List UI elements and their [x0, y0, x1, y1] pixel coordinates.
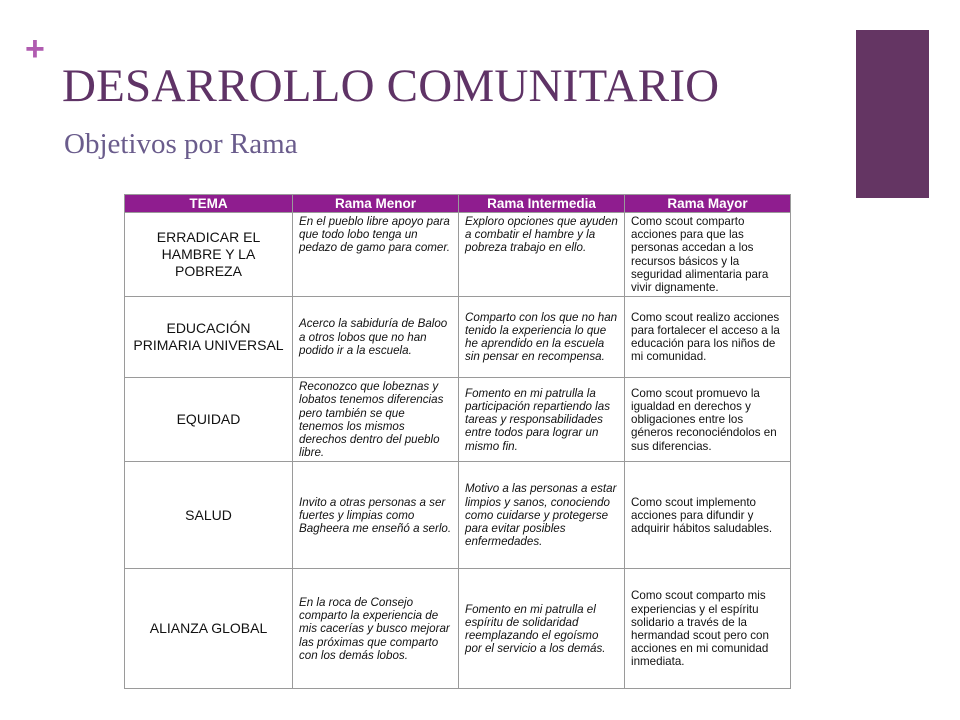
table-row — [125, 297, 791, 378]
cell-tema: SALUD — [125, 462, 293, 569]
cell-rama-mayor: Como scout realizo acciones para fortalecer el acceso a la educación para los niños de mi comunidad. — [625, 297, 791, 378]
slide-title: DESARROLLO COMUNITARIO — [62, 60, 720, 112]
cell-tema: EQUIDAD — [125, 378, 293, 462]
objectives-table — [124, 194, 791, 689]
cell-tema: ERRADICAR EL HAMBRE Y LA POBREZA — [125, 213, 293, 297]
cell-rama-mayor: Como scout implemento acciones para difundir y adquirir hábitos saludables. — [625, 462, 791, 569]
cell-tema: ALIANZA GLOBAL — [125, 569, 293, 689]
cell-rama-menor: En la roca de Consejo comparto la experiencia de mis cacerías y busco mejorar las próximas que comparto con los demás lobos. — [293, 569, 459, 689]
cell-rama-menor: En el pueblo libre apoyo para que todo lobo tenga un pedazo de gamo para comer. — [293, 213, 459, 297]
cell-tema: EDUCACIÓN PRIMARIA UNIVERSAL — [125, 297, 293, 378]
slide-subtitle: Objetivos por Rama — [64, 128, 298, 160]
cell-rama-menor: Acerco la sabiduría de Baloo a otros lobos que no han podido ir a la escuela. — [293, 297, 459, 378]
cell-rama-mayor: Como scout comparto mis experiencias y el espíritu solidario a través de la hermandad scout pero con acciones en mi comunidad inmediata. — [625, 569, 791, 689]
cell-rama-menor: Reconozco que lobeznas y lobatos tenemos diferencias pero también se que tenemos los mismos derechos dentro del pueblo libre. — [293, 378, 459, 462]
table-row — [125, 378, 791, 462]
cell-rama-mayor: Como scout comparto acciones para que las personas accedan a los recursos básicos y la seguridad alimentaria para vivir dignamente. — [625, 213, 791, 297]
header-tema: TEMA — [125, 195, 293, 213]
table-row — [125, 213, 791, 297]
cell-rama-mayor: Como scout promuevo la igualdad en derechos y obligaciones entre los géneros reconociéndolos en sus diferencias. — [625, 378, 791, 462]
accent-bar — [856, 30, 929, 198]
plus-bullet-icon: + — [25, 30, 45, 68]
cell-rama-intermedia: Exploro opciones que ayuden a combatir el hambre y la pobreza trabajo en ello. — [459, 213, 625, 297]
table-header-row — [125, 195, 791, 213]
header-rama-intermedia: Rama Intermedia — [459, 195, 625, 213]
objectives-table-container — [124, 194, 790, 689]
table-row — [125, 462, 791, 569]
cell-rama-intermedia: Fomento en mi patrulla el espíritu de solidaridad reemplazando el egoísmo por el servicio a los demás. — [459, 569, 625, 689]
header-rama-menor: Rama Menor — [293, 195, 459, 213]
cell-rama-intermedia: Comparto con los que no han tenido la experiencia lo que he aprendido en la escuela sin pensar en recompensa. — [459, 297, 625, 378]
table-row — [125, 569, 791, 689]
cell-rama-menor: Invito a otras personas a ser fuertes y limpias como Bagheera me enseñó a serlo. — [293, 462, 459, 569]
header-rama-mayor: Rama Mayor — [625, 195, 791, 213]
cell-rama-intermedia: Fomento en mi patrulla la participación repartiendo las tareas y responsabilidades entre todos para lograr un mismo fin. — [459, 378, 625, 462]
cell-rama-intermedia: Motivo a las personas a estar limpios y sanos, conociendo como cuidarse y protegerse para evitar posibles enfermedades. — [459, 462, 625, 569]
